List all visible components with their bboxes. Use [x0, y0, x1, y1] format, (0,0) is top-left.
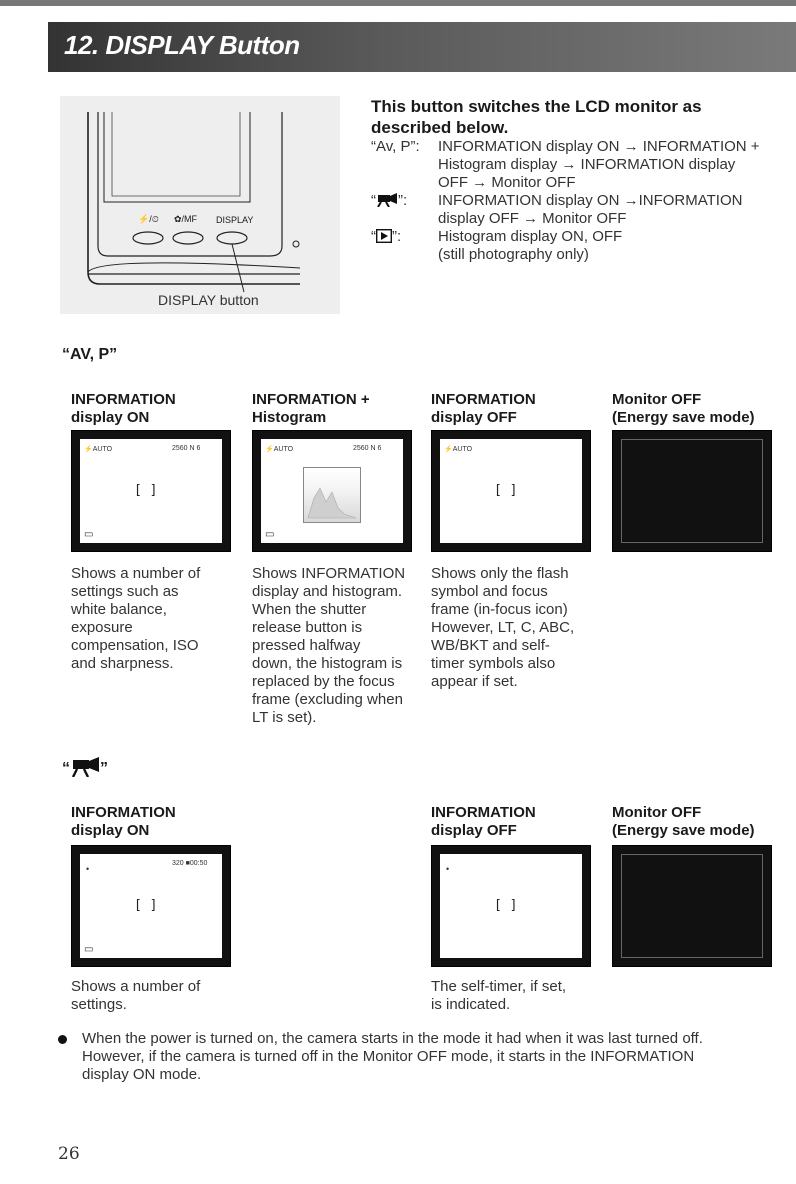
resolution-indicator: 2560 N 6	[353, 445, 382, 452]
desc-line: timer symbols also	[431, 655, 556, 672]
movie-lcd-monitor-off	[612, 845, 772, 967]
macro-mf-label: ✿/MF	[174, 214, 198, 224]
avp-col2-head-2: Histogram	[252, 409, 327, 426]
title-bar	[48, 22, 796, 72]
desc-line: When the shutter	[252, 601, 367, 618]
mode-playback-line-1: Histogram display ON, OFF	[438, 228, 623, 245]
desc-line: is indicated.	[431, 996, 511, 1013]
note-line: When the power is turned on, the camera starts in the mode it had when it was last turned off.	[82, 1030, 703, 1047]
mode-key-playback: “ ”:	[371, 228, 402, 245]
monitor-off-screen	[621, 439, 763, 543]
avp-lcd-histogram	[252, 430, 412, 552]
flash-auto-indicator: ⚡AUTO	[265, 446, 294, 453]
movie-camera-icon	[70, 757, 100, 777]
avp-col3-desc	[431, 565, 574, 691]
self-timer-indicator: •	[86, 864, 90, 874]
illustration-caption: DISPLAY button	[158, 292, 259, 308]
desc-line: Shows a number of	[71, 978, 201, 995]
bullet-icon	[58, 1035, 67, 1044]
desc-line: release button is	[252, 619, 363, 636]
note-line: However, if the camera is turned off in the Monitor OFF mode, it starts in the INFORMATION	[82, 1048, 695, 1065]
avp-col3-head-2: display OFF	[431, 409, 517, 426]
desc-line: frame (in-focus icon)	[431, 601, 568, 618]
mode-playback-line-2: (still photography only)	[438, 246, 589, 263]
avp-col1-head-1: INFORMATION	[71, 391, 176, 408]
histogram-graph	[304, 468, 360, 522]
desc-line: However, LT, C, ABC,	[431, 619, 575, 636]
desc-line: Shows only the flash	[431, 565, 569, 582]
movie-col3-head-1: Monitor OFF	[612, 804, 702, 821]
camera-back-drawing	[60, 96, 340, 314]
desc-line: Shows INFORMATION	[252, 565, 406, 582]
movie-lcd-info-off	[431, 845, 591, 967]
avp-lcd-info-off	[431, 430, 591, 552]
section-movie-label	[62, 757, 108, 778]
desc-line: exposure	[71, 619, 133, 636]
self-timer-indicator: •	[446, 864, 450, 874]
mode-avp-line-3: OFF → Monitor OFF	[438, 174, 576, 191]
close-quote: ”	[100, 760, 108, 777]
avp-col4-head-2: (Energy save mode)	[612, 409, 755, 426]
power-on-note	[82, 1030, 703, 1084]
top-rule	[0, 0, 796, 6]
flash-auto-indicator: ⚡AUTO	[444, 446, 473, 453]
avp-lcd-monitor-off	[612, 430, 772, 552]
monitor-off-screen	[621, 854, 763, 958]
movie-col3-head-2: (Energy save mode)	[612, 822, 755, 839]
avp-col3-head-1: INFORMATION	[431, 391, 536, 408]
avp-col2-head-1: INFORMATION +	[252, 391, 370, 408]
desc-line: display and histogram.	[252, 583, 403, 600]
mode-key-movie: “ ”:	[371, 192, 408, 209]
open-quote: “	[62, 760, 70, 777]
desc-line: symbol and focus	[431, 583, 548, 600]
section-avp-label: “AV, P”	[62, 346, 118, 363]
movie-col2-head-1: INFORMATION	[431, 804, 536, 821]
mode-avp-line-2: Histogram display → INFORMATION display	[438, 156, 736, 173]
flash-auto-indicator: ⚡AUTO	[84, 446, 113, 453]
desc-line: settings.	[71, 996, 127, 1013]
movie-lcd-info-on	[71, 845, 231, 967]
movie-col2-head-2: display OFF	[431, 822, 517, 839]
desc-line: replaced by the focus	[252, 673, 395, 690]
mode-movie-line-2: display OFF → Monitor OFF	[438, 210, 627, 227]
note-line: display ON mode.	[82, 1066, 202, 1083]
desc-line: settings such as	[71, 583, 179, 600]
desc-line: frame (excluding when	[252, 691, 403, 708]
desc-line: LT is set).	[252, 709, 317, 726]
movie-camera-icon	[376, 193, 398, 207]
movie-col1-head-1: INFORMATION	[71, 804, 176, 821]
mode-movie-line-1: INFORMATION display ON →INFORMATION	[438, 192, 743, 209]
desc-line: Shows a number of	[71, 565, 201, 582]
desc-line: and sharpness.	[71, 655, 174, 672]
camera-illustration	[60, 96, 340, 314]
battery-icon: ▭	[84, 529, 94, 540]
desc-line: white balance,	[71, 601, 167, 618]
intro-heading-2: described below.	[371, 118, 509, 137]
page-title: 12. DISPLAY Button	[64, 30, 300, 60]
avp-col2-desc	[252, 565, 405, 727]
movie-col1-head-2: display ON	[71, 822, 150, 839]
flash-selftimer-label: ⚡/⏲	[138, 214, 159, 224]
avp-col1-head-2: display ON	[71, 409, 150, 426]
mode-key-avp: “Av, P”:	[371, 138, 420, 155]
recording-time-indicator: 320 ■00:50	[172, 860, 208, 867]
resolution-indicator: 2560 N 6	[172, 445, 201, 452]
playback-icon	[376, 229, 392, 243]
avp-col4-head-1: Monitor OFF	[612, 391, 702, 408]
movie-col1-desc	[71, 978, 200, 1014]
battery-icon: ▭	[265, 529, 275, 540]
histogram-box	[303, 467, 361, 523]
desc-line: The self-timer, if set,	[431, 978, 567, 995]
battery-icon: ▭	[84, 944, 94, 955]
desc-line: appear if set.	[431, 673, 518, 690]
intro-heading-1: This button switches the LCD monitor as	[371, 97, 702, 116]
mode-avp-line-1: INFORMATION display ON → INFORMATION +	[438, 138, 760, 155]
display-label: DISPLAY	[216, 215, 254, 225]
focus-frame: [ ]	[494, 898, 518, 913]
desc-line: pressed halfway	[252, 637, 361, 654]
avp-lcd-info-on	[71, 430, 231, 552]
page-number: 26	[58, 1144, 80, 1164]
desc-line: compensation, ISO	[71, 637, 199, 654]
avp-col1-desc	[71, 565, 200, 673]
movie-col2-desc	[431, 978, 566, 1014]
focus-frame: [ ]	[494, 483, 518, 498]
focus-frame: [ ]	[134, 898, 158, 913]
desc-line: WB/BKT and self-	[431, 637, 550, 654]
desc-line: down, the histogram is	[252, 655, 403, 672]
focus-frame: [ ]	[134, 483, 158, 498]
